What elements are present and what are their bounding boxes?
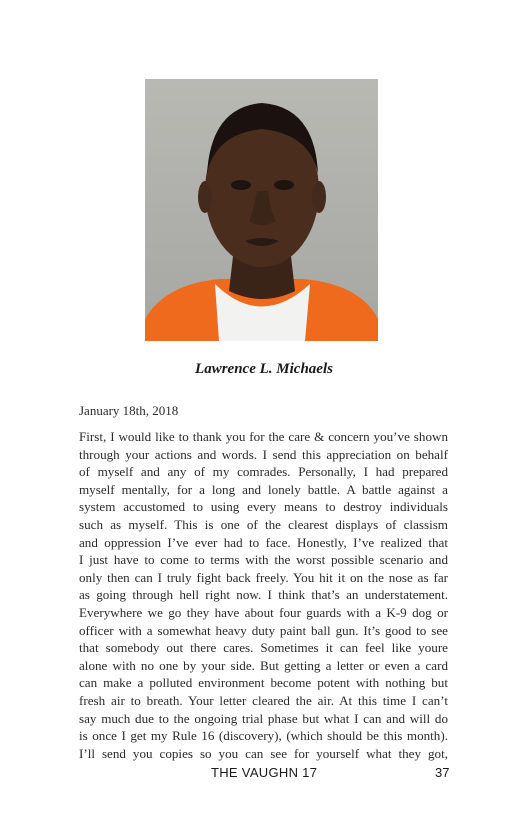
body-line: that somebody out there cares. Sometimes it can feel like youre xyxy=(79,640,448,656)
body-line: as going through hell right now. I think that’s an understatement. xyxy=(79,587,448,603)
body-line: of myself and any of my comrades. Personally, I had prepared xyxy=(79,464,448,480)
body-line: through your actions and words. I send this appreciation on behalf xyxy=(79,446,448,462)
page-number: 37 xyxy=(435,765,450,780)
portrait-photo xyxy=(145,79,378,341)
body-line: such as myself. This is one of the clearest displays of classism xyxy=(79,516,448,532)
body-line: Everywhere we go they have about four guards with a K-9 dog or xyxy=(79,604,448,620)
person-name: Lawrence L. Michaels xyxy=(195,361,333,377)
body-line: can make a polluted environment become potent with nothing but xyxy=(79,675,448,691)
footer-title: THE VAUGHN 17 xyxy=(211,765,318,780)
body-line: is once I get my Rule 16 (discovery), (which should be this month). xyxy=(79,728,448,744)
letter-body xyxy=(79,428,448,762)
body-line: say much due to the ongoing trial phase but what I can and will do xyxy=(79,710,448,726)
body-line: fresh air to breath. Your letter cleared the air. At this time I can’t xyxy=(79,692,448,708)
body-line: officer with a somewhat heavy duty paint ball gun. It’s good to see xyxy=(79,622,448,638)
body-line: I’ll send you copies so you can see for yourself what they got, xyxy=(79,745,448,761)
body-line: alone with no one by your side. But getting a letter or even a card xyxy=(79,657,448,673)
body-line: I just have to come to terms with the worst possible scenario and xyxy=(79,552,448,568)
body-line: First, I would like to thank you for the care & concern you’ve shown xyxy=(79,429,448,444)
letter-date: January 18th, 2018 xyxy=(79,403,179,418)
body-line: myself mentally, for a long and lonely battle. A battle against a xyxy=(79,481,448,497)
body-line: only then can I truly fight back freely. You hit it on the nose as far xyxy=(79,569,448,585)
body-line: and oppression I’ve ever had to face. Honestly, I’ve realized that xyxy=(79,534,448,550)
body-line: system accustomed to using every means to destroy individuals xyxy=(79,499,448,515)
